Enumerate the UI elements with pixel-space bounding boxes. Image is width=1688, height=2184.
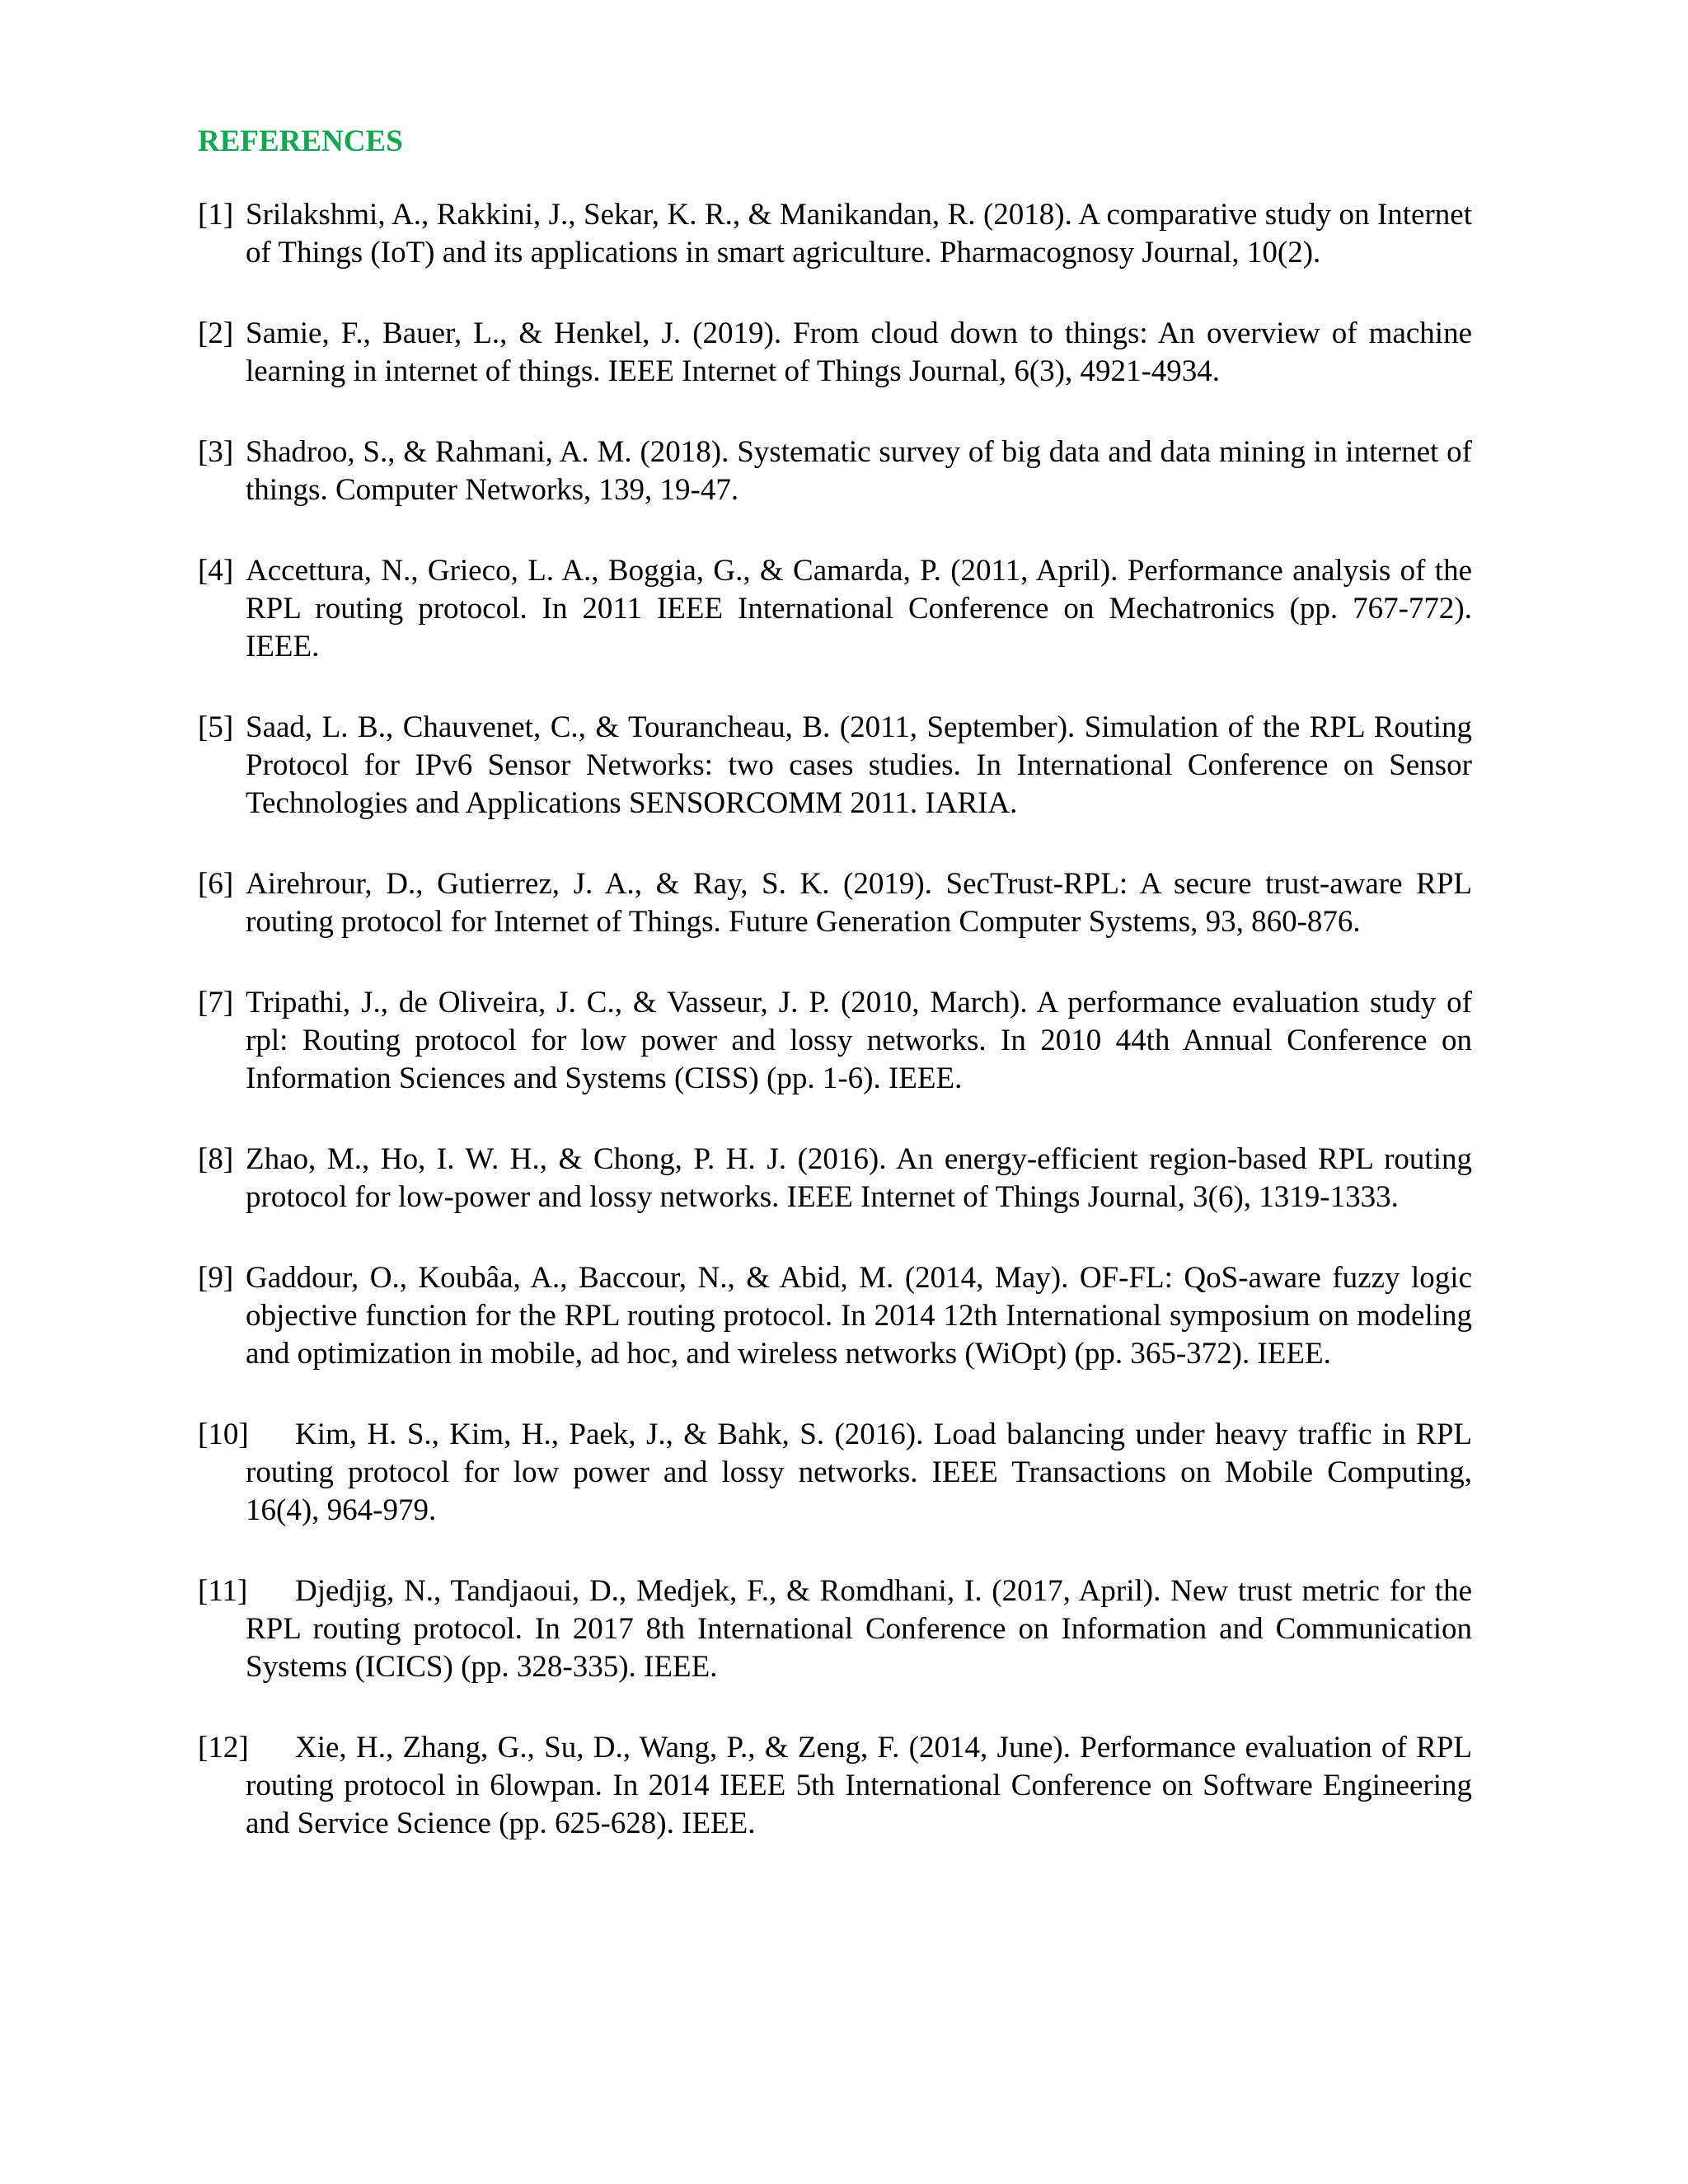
reference-text: Saad, L. B., Chauvenet, C., & Tourancheau, B. (2011, September). Simulation of the RPL Routing Protocol for IPv6 Sensor Networks: two cases studies. In International Conference on Sensor Technologies and Applications SENSORCOMM 2011. IARIA.: [246, 710, 1472, 820]
reference-item: [198, 709, 1472, 823]
reference-text: Djedjig, N., Tandjaoui, D., Medjek, F., & Romdhani, I. (2017, April). New trust metric for the RPL routing protocol. In 2017 8th International Conference on Information and Communication Systems (ICICS) (pp. 328-335). IEEE.: [246, 1574, 1472, 1684]
reference-number: [4]: [198, 554, 234, 588]
reference-list: [198, 196, 1472, 1886]
reference-text: Tripathi, J., de Oliveira, J. C., & Vasseur, J. P. (2010, March). A performance evaluation study of rpl: Routing protocol for low power and lossy networks. In 2010 44th Annual Conference on Information Sciences and Systems (CISS) (pp. 1-6). IEEE.: [246, 986, 1472, 1095]
reference-item: [198, 196, 1472, 272]
reference-number: [2]: [198, 316, 234, 350]
reference-number: [1]: [198, 198, 234, 232]
reference-item: [198, 1141, 1472, 1216]
reference-item: [198, 552, 1472, 666]
reference-text: Samie, F., Bauer, L., & Henkel, J. (2019). From cloud down to things: An overview of machine learning in internet of things. IEEE Internet of Things Journal, 6(3), 4921-4934.: [246, 316, 1472, 388]
reference-number: [3]: [198, 435, 234, 469]
reference-number: [10]: [198, 1418, 249, 1451]
reference-number: [9]: [198, 1261, 234, 1295]
reference-item: [198, 315, 1472, 391]
reference-text: Xie, H., Zhang, G., Su, D., Wang, P., & Zeng, F. (2014, June). Performance evaluation of RPL routing protocol in 6lowpan. In 2014 IEEE 5th International Conference on Software Engineering and Service Science (pp. 625-628). IEEE.: [246, 1731, 1472, 1840]
reference-text: Kim, H. S., Kim, H., Paek, J., & Bahk, S. (2016). Load balancing under heavy traffic in RPL routing protocol for low power and lossy networks. IEEE Transactions on Mobile Computing, 16(4), 964-979.: [246, 1418, 1472, 1527]
reference-number: [6]: [198, 867, 234, 901]
reference-text: Shadroo, S., & Rahmani, A. M. (2018). Systematic survey of big data and data mining in internet of things. Computer Networks, 139, 19-47.: [246, 435, 1472, 507]
reference-number: [8]: [198, 1142, 234, 1176]
reference-item: [198, 984, 1472, 1098]
reference-item: [198, 1729, 1472, 1843]
reference-item: [198, 865, 1472, 941]
reference-item: [198, 1416, 1472, 1530]
reference-number: [12]: [198, 1731, 249, 1765]
reference-item: [198, 1572, 1472, 1686]
reference-text: Airehrour, D., Gutierrez, J. A., & Ray, S. K. (2019). SecTrust-RPL: A secure trust-aware RPL routing protocol for Internet of Things. Future Generation Computer Systems, 93, 860-876.: [246, 867, 1472, 939]
references-heading: REFERENCES: [198, 124, 403, 158]
reference-number: [5]: [198, 710, 234, 744]
reference-number: [7]: [198, 986, 234, 1019]
reference-text: Srilakshmi, A., Rakkini, J., Sekar, K. R., & Manikandan, R. (2018). A comparative study on Internet of Things (IoT) and its applications in smart agriculture. Pharmacognosy Journal, 10(2).: [246, 198, 1472, 269]
reference-item: [198, 434, 1472, 509]
reference-number: [11]: [198, 1574, 248, 1608]
reference-text: Zhao, M., Ho, I. W. H., & Chong, P. H. J. (2016). An energy-efficient region-based RPL routing protocol for low-power and lossy networks. IEEE Internet of Things Journal, 3(6), 1319-1333.: [246, 1142, 1472, 1214]
reference-item: [198, 1259, 1472, 1373]
reference-text: Gaddour, O., Koubâa, A., Baccour, N., & Abid, M. (2014, May). OF-FL: QoS-aware fuzzy logic objective function for the RPL routing protocol. In 2014 12th International symposium on modeling and optimization in mobile, ad hoc, and wireless networks (WiOpt) (pp. 365-372). IEEE.: [246, 1261, 1472, 1371]
reference-text: Accettura, N., Grieco, L. A., Boggia, G., & Camarda, P. (2011, April). Performance analysis of the RPL routing protocol. In 2011 IEEE International Conference on Mechatronics (pp. 767-772). IEEE.: [246, 554, 1472, 663]
